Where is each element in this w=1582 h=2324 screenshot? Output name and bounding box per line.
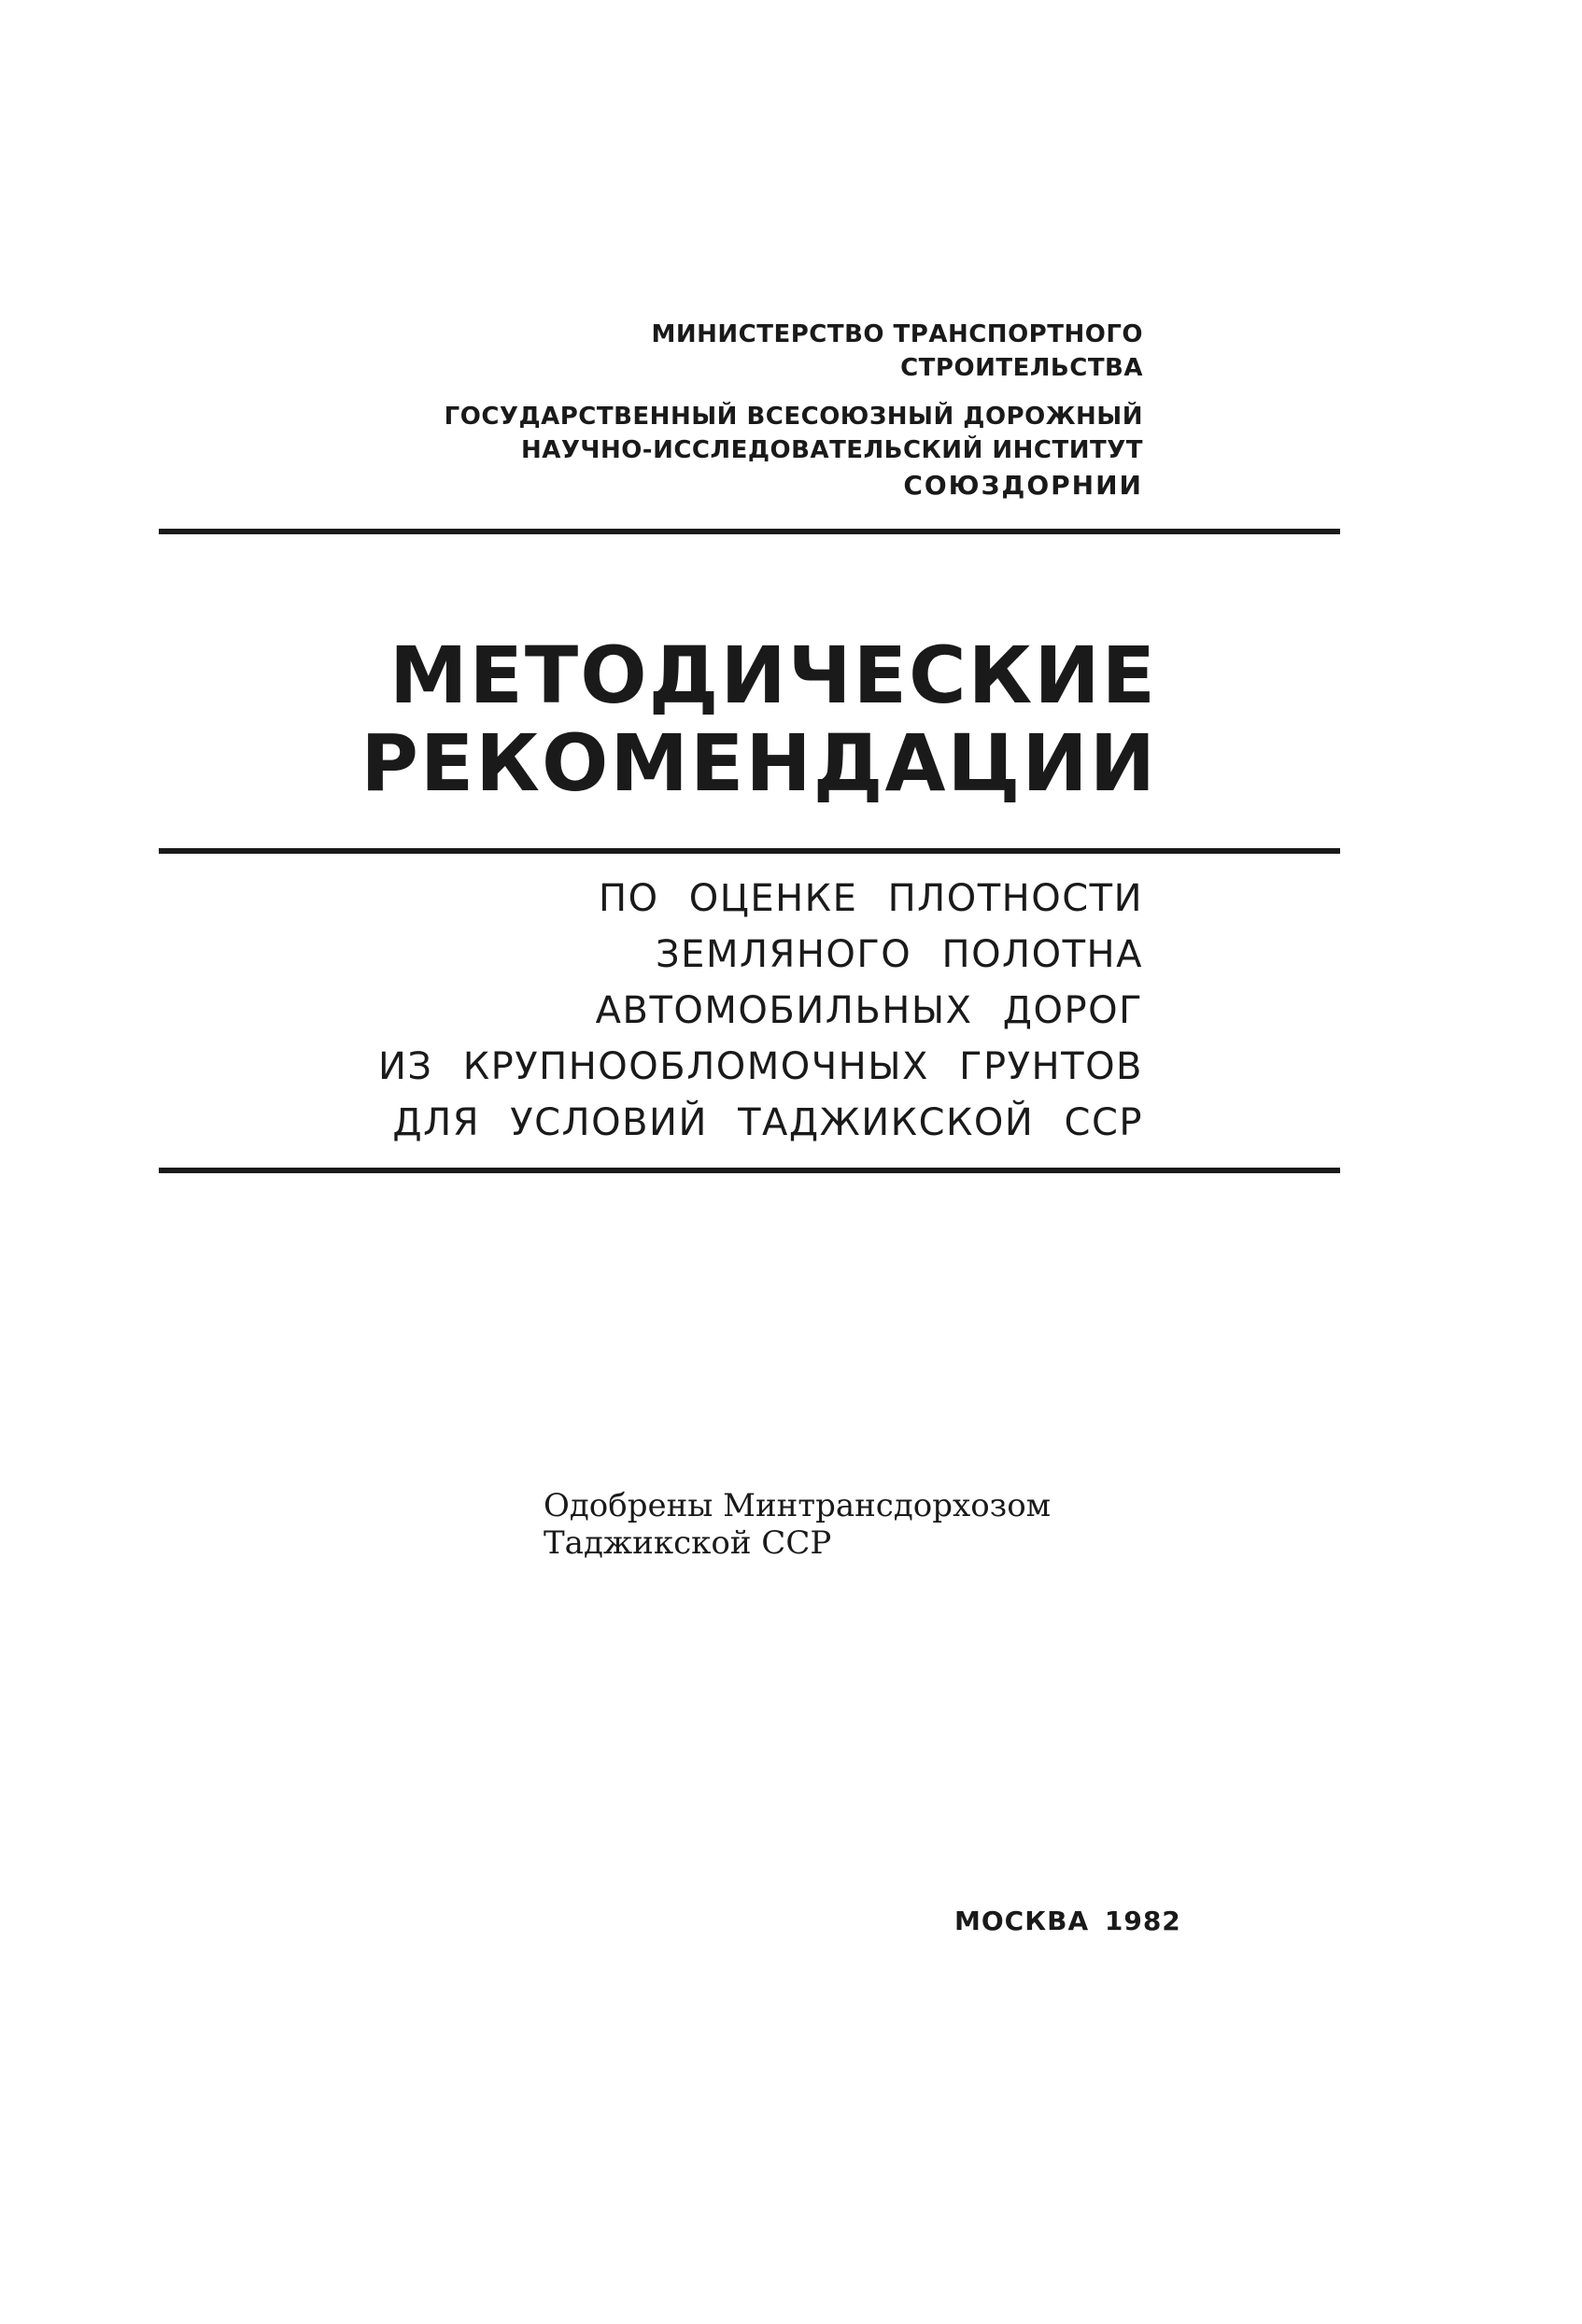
approval-note	[544, 1487, 1051, 1562]
approval-line-2: Таджикской ССР	[544, 1524, 832, 1562]
subtitle-line: АВТОМОБИЛЬНЫХ ДОРОГ	[595, 989, 1143, 1032]
divider-top	[159, 529, 1340, 534]
institute-line-1: ГОСУДАРСТВЕННЫЙ ВСЕСОЮЗНЫЙ ДОРОЖНЫЙ	[444, 403, 1143, 431]
subtitle-line: ПО ОЦЕНКЕ ПЛОТНОСТИ	[599, 877, 1143, 920]
publication-place-year: МОСКВА 1982	[954, 1906, 1181, 1936]
document-subtitle	[378, 871, 1143, 1151]
divider-bottom	[159, 1168, 1340, 1173]
document-title	[360, 631, 1157, 807]
title-line-2: РЕКОМЕНДАЦИИ	[360, 717, 1157, 809]
subtitle-line: ДЛЯ УСЛОВИЙ ТАДЖИКСКОЙ ССР	[392, 1101, 1143, 1144]
institute-line-2: НАУЧНО-ИССЛЕДОВАТЕЛЬСКИЙ ИНСТИТУТ	[521, 436, 1143, 464]
ministry-line-1: МИНИСТЕРСТВО ТРАНСПОРТНОГО	[651, 320, 1143, 348]
subtitle-line: ЗЕМЛЯНОГО ПОЛОТНА	[656, 933, 1143, 976]
ministry-heading	[651, 318, 1143, 385]
divider-middle	[159, 848, 1340, 854]
organization-name: СОЮЗДОРНИИ	[903, 470, 1143, 501]
institute-heading	[445, 400, 1143, 503]
subtitle-line: ИЗ КРУПНООБЛОМОЧНЫХ ГРУНТОВ	[377, 1045, 1143, 1088]
title-line-1: МЕТОДИЧЕСКИЕ	[388, 630, 1157, 721]
ministry-line-2: СТРОИТЕЛЬСТВА	[900, 354, 1143, 382]
approval-line-1: Одобрены Минтрансдорхозом	[544, 1487, 1052, 1524]
